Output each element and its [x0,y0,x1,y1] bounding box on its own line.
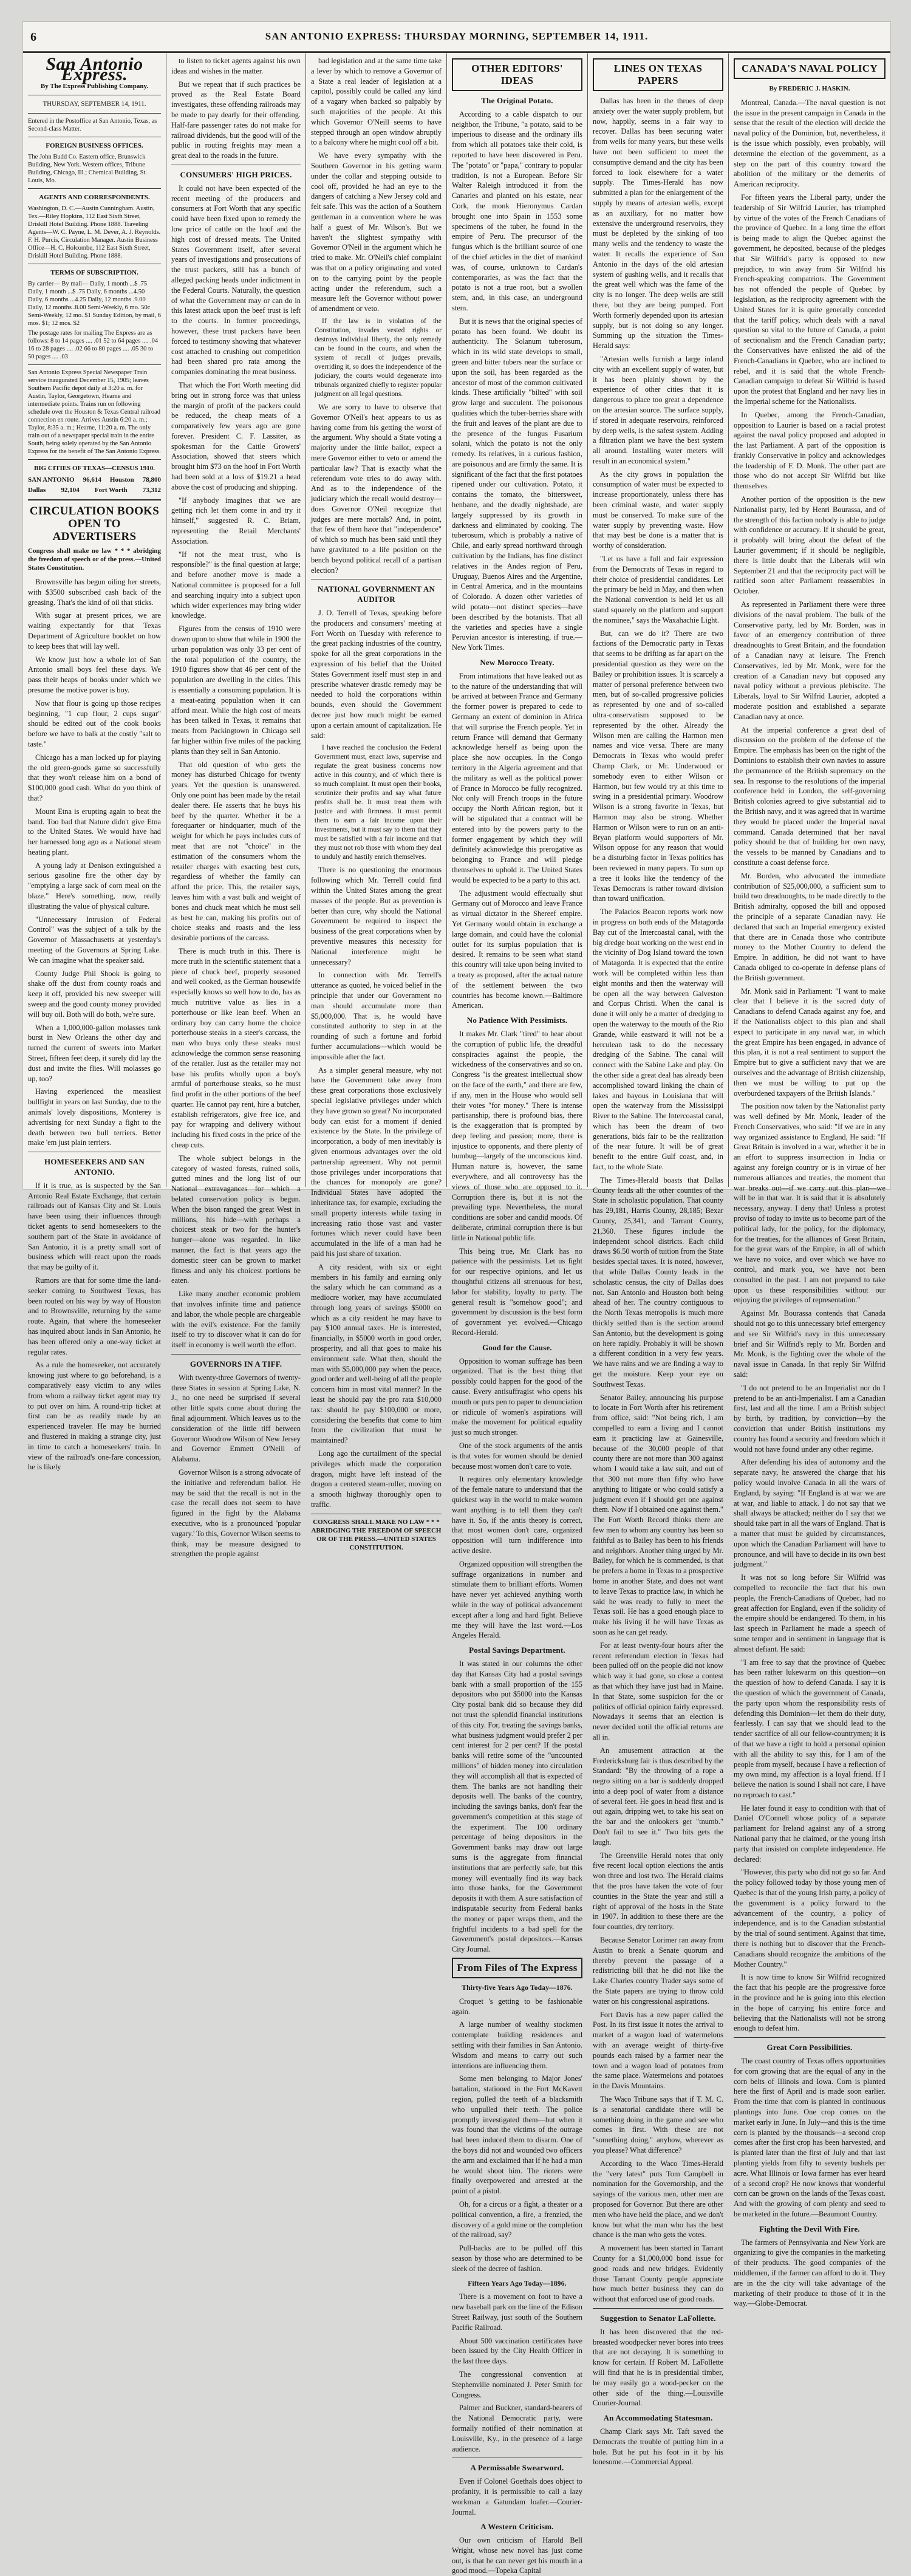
train-notice: San Antonio Express Special Newspaper Train service inaugurated December 15, 1905; leaves Southern Pacific depot daily at 3:20 a. m. for Austin, Taylor, Georgetown, Hearne and intermediate points. Trains run on following schedule over the Houston & Texas Central railroad connection en route. Arrives Austin 6:20 a. m.; Taylor, 8:35 a. m.; Hearne, 11:20 a. m. The only train out of a newspaper special train in the entire South, being solely operated by the San Antonio Express for the benefit of The San Antonio Express. [28,369,161,455]
paragraph: This being true, Mr. Clark has no patience with the pessimists. Let us fight for our respective opinions, and let us thoughtful citizens all strenuous for best, labor for stability, loyalty to party. The general result is "somehow good"; and government by discussion is the best form of government yet evolved.—Chicago Record-Herald. [452,1246,582,1338]
paragraph: Like many another economic problem that involves infinite time and patience and labor, the whole people are chargeable with the evil's existence. For the family itself to try to discover what it can do for itself in economy is well worth the effort. [171,1290,301,1350]
paragraph: Long ago the curtailment of the special privileges which made the corporation dragon, might have left instead of the dragon a centered steam-roller, moving on a smooth highway thoroughly open to traffic. [311,1449,442,1509]
paragraph: "If anybody imagines that we are getting rich let them come in and try it himself," suggested R. C. Briam, representing the Retail Merchants' Association. [171,496,301,545]
section-title: A Permissable Swearword. [470,2463,564,2473]
paragraph: The coast country of Texas offers opportunities for corn growing that are the equal of any in the corn belts of Illinois and Iowa. Corn is planted here the first of April and is made soon earlier. From the time that corn is planted in continuous plantings into June. One crop comes on the market early in June. In July—and this is the time corn is planted by the thousands—a second crop comes after the first crop has been harvested, and is planted later than the first of July and that last planting yields from fifty to seventy bushels per acre. What Illinois or Iowa farmer has ever heard of a second crop? He now knows that wonderful corn can be grown on the lands of the Texas coast. And with the growing of corn plenty and seed to be marketed in the future.—Beaumont Country. [734,2057,885,2218]
paragraph: With sugar at present prices, we are waiting expectantly for that Texas Department of Agriculture booklet on how to keep bees that will lay well. [28,611,161,651]
paragraph: A movement has been started in Tarrant County for a $1,000,000 bond issue for good roads and new bridges. Evidently those Tarrant County people appreciate how much better business they can do without that enforced use of good roads. [593,2244,723,2304]
paragraph: "I do not pretend to be an Imperialist nor do I pretend to be an anti-Imperialist. I am a Canadian first, last and all the time. I am a British subject by birth, by tradition, by conviction—by the conviction that under British institutions my country has found a security and freedom which it would not have found under any other regime. [734,1383,885,1454]
paragraph: That which the Fort Worth meeting did bring out in strong force was that unless the margin of profit of the packers could be reduced, the cheap meats of a comparatively few years ago are gone forever. President C. F. Lassiter, as spokesman for the Cattle Growers' Association, showed that steers which brought him $73 on the hoof in Fort Worth had been sold at a loss of $19.21 a head above the cost of producing and shipping. [171,380,301,491]
paragraph: There is no questioning the enormous following which Mr. Terrell could find within the United States among the great masses of the people. But as prevention is better than cure, why should the National Government be required to inspect the business of the great corporations when by preventive measures this necessity for National interference might be unnecessary? [311,866,442,966]
paragraph: At the imperial conference a great deal of discussion on the problem of the defense of the Empire. The emphasis has been on the right of the Dominions to establish their own navies to assure the permanence of the British supremacy on the sea. In response to the resolutions of the imperial conference held in London, the self-governing British colonies agreed to give substantial aid to the British navy, and it was agreed that in wartime they would be placed under the Imperial naval command. Canada determined that her naval policy should be that of building her own navy, the vessels to be manned by Canadians and to constitute a coast defense force. [734,725,885,867]
section-title: Fighting the Devil With Fire. [759,2224,860,2233]
column-3 [306,53,447,1551]
paragraph: A city resident, with six or eight members in his family and earning only the salary which he can command as a mediocre worker, may have accumulated through long years of savings $5000 on which as a city resident he may have to pay $100 annual taxes. He is interested, financially, in $5000 worth in good order, prosperity, and all that goes to make his environment safe. What then, should the man with $5,000,000 pay when the peace, good order and well-being of all the people concern him in most vital manner? In the least he should pay the pro rata $10,000 tax: should he pay $100,000 or more, considering the benefits that come to him from the civilization that must be maintained? [311,1262,442,1445]
paragraph: There is much truth in this. There is more truth in the scientific statement that a piece of chuck beef, properly seasoned and well cooked, as the German housewife especially knows so well how to do, has as much nutritive value as lies in a porterhouse or like lean beef. When an ordinary boy can carry home the choice porterhouse steaks in a steer's carcass, the man who buys only these steaks must acknowledge the common sense reasoning of the retailer. Just as the retailer may not base his profits wholly upon a boy's armful of porterhouse steaks, so he must find profit in the other portions of the beef quarter. He cannot pay rent, hire a butcher, establish refrigerators, give free ice, and pay for wrapping and delivery without including his fixed costs in the price of the cheap cuts. [171,946,301,1150]
entry-notice: Entered in the Postoffice at San Antonio, Texas, as Second-class Matter. [28,118,157,133]
paragraph: The farmers of Pennsylvania and New York are organizing to give the companies in the marketing of their products. The good companies of the middlemen, if the farmer can afford to do it. They are in the the city will take advantage of the marketing of their produce to those of it in the way.—Globe-Democrat. [734,2238,885,2308]
section-title: No Patience With Pessimists. [466,1016,568,1025]
terms: By carrier— By mail— Daily, 1 month ...$ .75 Daily, 1 month ...$ .75 Daily, 6 months ...4.50 Daily, 6 months ...4.25 Daily, 12 months .9.00 Daily, 12 months .8.00 Semi-Weekly, 6 mo. 50c Semi-Weekly, 12 mo. $1 Sunday Edition, by mail, 6 mos. $1; 12 mos. $2 [28,280,161,327]
paragraph: bad legislation and at the same time take a lever by which to remove a Governor of a State a real leader of legislation at a capitol, possibly could be called any kind of a vagary when backed so palpably by such majorities of the people. At this which Governor O'Neill seems to have stepped through an open window abruptly to a balcony where he might cool off a bit. [311,56,442,147]
paragraph: Montreal, Canada.—The naval question is not the issue in the present campaign in Canada in the sense that the result of the election will decide the naval policy of the Dominion, but, nevertheless, it is the issue which possibly, even probably, will determine the election of the government, as a step on the part of this country toward the abolition of the military or the demerits of American reciprocity. [734,98,885,189]
paragraph: We are sorry to have to observe that Governor O'Neil's heat appears to us as having come from his getting the worst of the argument. Why should a State voting a majority under the little ballot, expect a mere Governor either to veto or amend the particular law? That is exactly what the referendum vote tries to do away with. And as to the independence of the judiciary which the recall would destroy—does Governor O'Neil recognize that judges are mere mortals? And, in point, that few of them have that "independence" of which so much has been said until they have gravitated to a life position on the bench beyond political recall of a partisan election? [311,402,442,575]
paragraph: Champ Clark says Mr. Taft saved the Democrats the trouble of putting him in a hole. But he put his foot in it by his lonesome.—Commercial Appeal. [593,2427,723,2467]
homeseekers-heading: HOMESEEKERS AND SAN ANTONIO. [44,1157,145,1177]
paper-name: San Antonio Express. [46,54,143,84]
agents-heading: AGENTS AND CORRESPONDENTS. [39,193,150,201]
paragraph: Rumors are that for some time the land-seeker coming to Southwest Texas, has been routed on his way by way of Houston and to Brownsville, returning by the same route. Again, that where the homeseeker has inquired about lands in San Antonio, he has been offered only a one-way ticket at regular rates. [28,1276,161,1356]
section-title: An Accommodating Statesman. [603,2413,713,2423]
census-row: Dallas 92,104 Fort Worth 73,312 [28,487,161,494]
inner-quote: If the law is in violation of the Constitution, invades vested rights or destroys individual liberty, the only remedy can be found in the courts, and when the system of recall of judges prevails, overriding it, so does the independence of the judiciary, the courts would degenerate into tribunals organized chiefly to register popular judgment on all legal questions. [315,317,442,398]
files-year: Fifteen Years Ago Today—1896. [468,2280,567,2287]
paragraph: It requires only elementary knowledge of the female nature to understand that the quickest way in the world to make women want anything is to tell them they can't have it. So, if the antis theory is correct, that most women don't care, organized opposition will turn indifference into active desire. [452,1475,582,1555]
census-row: SAN ANTONIO 96,614 Houston 78,800 [28,476,161,484]
canada-heading: CANADA'S NAVAL POLICY [734,58,885,79]
agents: Washington, D. C.—Austin Cunningham. Austin, Tex.—Riley Hopkins, 112 East Sixth Street, Driskill Hotel Building. Phone 1888. Traveling Agents—W. C. Payne, L. M. Dever, A. J. Reynolds. F. H. Purcis, Circulation Manager. Austin Business Office—H. C. Holcombe, 112 East Sixth Street, Driskill Hotel Building. Phone 1888. [28,205,161,259]
paragraph: From intimations that have leaked out as to the nature of the understanding that will be arrived at between France and Germany the former power is prepared to cede to Germany an extent of dominion in Africa that will surprise the French people. Yet in return France will demand that Germany acknowledge herself as being upon the place she now occupies. In the Congo territory in the Algeria agreement and that the military as well as the political power of France in Morocco be fully recognized. Not only will French troops in the future occupy the North African region, but it will be stipulated that a contract will be entered into by the powers party to the former engagement by which they will definitely acknowledge this prerogative as belonging to France and will pledge themselves to uphold it. The United States would be expected to be a party to this act. [452,671,582,884]
running-head: SAN ANTONIO EXPRESS: THURSDAY MORNING, SEPTEMBER 14, 1911. [265,30,649,42]
paragraph: Senator Bailey, announcing his purpose to locate in Fort Worth after his retirement from office, said: "Not being rich, I am compelled to earn a living and I cannot earn it practicing law at Gainesville, because of the 30,000 people of that county there are not more than 300 against whom I would take a law suit, and out of that 300 not more than fifty who have anything to litigate or who could satisfy a judgment even if I should get one against them. Now if I obtained one against them." The Fort Worth Record thinks there are few men to whom any country has been so faithful as to Bailey has been to his friends and neighbors. Another thing urged by Mr. Bailey, for which he is commended, is that he prefers a home in Texas to a prospective home in another State, and does not want to leave Texas to practice law, in which he said he was ready to fully to meet the Texas soil. He has a good enough place to make his living if he will have Texas as soon as he can get ready. [593,1393,723,1636]
dateline: THURSDAY, SEPTEMBER 14, 1911. [43,100,146,108]
paragraph: Mount Etna is erupting again to beat the band. Too bad that Nature didn't give Etna to the United States. We would have had her harnessed long ago as a National steam heating plant. [28,807,161,856]
paragraph: After defending his idea of autonomy and the separate navy, he answered the charge that his policy would involve Canada in all the wars of England, by saying: "If England is at war we are at war, and liable to attack. I do not say that we shall always be attacked; neither do I say that we should take part in all the wars of England. That is a matter that must be guided by circumstances, upon which the Canadian Parliament will have to pronounce, and will have to decide in its own best judgment." [734,1458,885,1569]
paragraph: It was stated in our columns the other day that Kansas City had a postal savings bank with a small proportion of the 155 depositors who put $5000 into the Kansas City postal bank did so because they did not trust the splendid financial institutions of this city. For, treating the savings banks, what business judgment would prefer 2 per cent interest for 2 per cent? If the postal banks will retire some of the "uncounted millions" of hidden money into circulation they will accomplish all that is expected of them. The banks are not handling their deposits well. The banks of the country, including the savings banks, don't fear the government's competition at this stage of the experiment. The 100 ordinary percentage of being depositors in the Government banks may draw out large sums is the aggregate from financial institutions that are perfectly safe, but this money will eventually find its way back into those banks, for the Government deposits it with them. A sure satisfaction of indisputable security from Federal banks the money or paper wraps them, and the frightful incidents to a bad spell for the Government's postal depositors.—Kansas City Journal. [452,1659,582,1954]
paragraph: It makes Mr. Clark "tired" to hear about the corruption of public life, the dreadful conspiracies against the people, the wickedness of the conservatives and so on. Congress "is the greatest intellectual show on the face of the earth," and there are few, if any, men in the House who would sell their votes "for money." There is intense partisanship, there is profound bias, there is the exaggeration that is prompted by deep feeling and passion; more, there is injustice to opponents, and there plenty of humbug—largely of the unconscious kind. Human nature is, however, the same everywhere, and all controversy has the views of those who are opposed to it. Corruption there is, but it is not the prevailing type. Nevertheless, the moral conditions are sober and candid moods. Of deliberate, criminal corruption there is but little in National public life. [452,1029,582,1242]
paragraph: Fort Davis has a new paper called the Post. In its first issue it notes the arrival to market of a wagon load of watermelons with an average weight of thirty-five pounds each raised by a farmer near the town and a wagon load of potatoes from the same place. Watermelons and potatoes in the Davis Mountains. [593,2010,723,2091]
paragraph: Figures from the census of 1910 were drawn upon to show that while in 1900 the urban population was only 33 per cent of the total population of the country, the 1910 figures show that 46 per cent of the population are dwelling in the cities. This is essentially a consuming population. It is a meat-eating population when it can afford meat. While the high cost of meats has been talked in Texas, it remains that meats from Packingtown in Chicago sell far higher within five miles of the packing plants than they sell in San Antonio. [171,624,301,756]
paragraph: Another portion of the opposition is the new Nationalist party, led by Henri Bourassa, and of the strength of this faction nobody is able to judge with confidence or accuracy. If it should be great, it probably will bring about the defeat of the Laurier government; if it should be negligible, there is little doubt that the Liberals will win September 21 and that the reciprocity pact will be ratified soon after Parliament reassembles in October. [734,495,885,596]
page-number: 6 [30,30,36,44]
section-title: Great Corn Possibilities. [766,2043,853,2052]
paragraph: In connection with Mr. Terrell's utterance as quoted, he voiced belief in the principle that under our Government no man should accumulate more than $5,000,000. That is, he would have constituted authority to step in at the rounding of such a fortune and forbid further accumulations—which would be impossible after the fact. [311,971,442,1061]
masthead [23,22,890,53]
paragraph: For at least twenty-four hours after the recent referendum election in Texas had been pulled off on the people did not know which way it had gone, so close a contest as that which they have just had in Maine. In that State, some suspicion for the or politics of official opinion fairly expressed. Nowadays it seems that an election is never decided until the official returns are all in. [593,1641,723,1741]
column-5 [588,53,729,2467]
paragraph: Now that flour is going up those recipes beginning, "1 cup flour, 2 cups sugar" should be edited out of the cook books before we have to balk at the costly "salt to taste." [28,699,161,748]
paragraph: Brownsville has begun oiling her streets, with $3500 subscribed cash back of the greasing. That's the kind of oil that sticks. [28,577,161,607]
byline: By FREDERIC J. HASKIN. [769,85,850,92]
consumers-heading: CONSUMERS' HIGH PRICES. [180,169,292,179]
paragraph: In Quebec, among the French-Canadian, opposition to Laurier is based on a racial protest against the naval policy proposed and adopted in the last Parliament. A part of the opposition is frankly Conservative in policy and acknowledges the leadership of F. D. Monk. The other part are those who do not accept Sir Wilfrid but like themselves. [734,410,885,491]
paragraph: Mr. Monk said in Parliament: "I want to make clear that I believe it is the sacred duty of Canadians to defend Canada against any foe, and if the Nationalists object to this plan and shall expect to participate in any naval war, in which the great Empire has been engaged, in advance of this plan, it is not a real sentiment to support the Empire but to give a sufficient navy that we are ourselves and the advantage of British citizenship, then we must be willing to put up the overburdened taxpayers of the British Islands." [734,986,885,1098]
paragraph: A young lady at Denison extinguished a serious gasoline fire the other day by "emptying a large sack of corn meal on the blaze." Here's something, now, really illustrating the value of physical culture. [28,861,161,910]
inner-quote: I have reached the conclusion the Federal Government must, enact laws, supervise and regulate the great business concerns now active in this country, and of which there is so much complaint. It must open their books, scrutinize their profits and say what future profits shall be. It must treat them with justice and with firmness. It must permit them to earn a fair income upon their investments, but it must say to them that they must be satisfied with a fair income and that they must not rob those with whom they deal to unduly and hastily enrich themselves. [315,744,442,861]
paragraph: A large number of wealthy stockmen contemplate building residences and settling with their families in San Antonio. Wisdom and means to carry out such intentions are influencing them. [452,2020,582,2070]
paragraph: For fifteen years the Liberal party, under the leadership of Sir Wilfrid Laurier, has triumphed by virtue of the votes of the French Canadians of the province of Quebec. In a long time the effort is being made to align the Quebec against the government, he deposited, because of the pledges that Sir Wilfrid's party is opposed to new prejudice, to win away from Sir Wilfrid his French-speaking compatriots. The Government has not offended the people of Quebec by legislation, as the reciprocity agreement with the United States for it is quite generally conceded that the tariff policy, which deals with a naval question so vital to the future of Canada, a point of sectionalism and the French Canadian party; the Conservatives have enlisted the aid of the French-Canadians in Quebec, who are inclined to rebel, and it is said that the whole French-Canadian campaign to defeat Sir Wilfrid is based upon the protest that England and her navy lies in the Imperial scheme for the Nationalists. [734,193,885,406]
paragraph: We know just how a whole lot of San Antonio small boys feel these days. We pass their heaps of books under which we presume the motive power is boy. [28,655,161,694]
paragraph: Pull-backs are to be pulled off this season by those who are determined to be sleek of the decree of fashion. [452,2244,582,2273]
paragraph: According to a cable dispatch to our neighbor, the Tribune, "a potato, said to be imperious to disease and the ordinary ills from which all potatoes take their cold, is reported to have been discovered in Peru. The "potato" or "papa," contrary to popular tradition, is not a European. Before Sir Walter Raleigh introduced it from the Canaries and planted on his estate, near Cork, the monk Hieronymus Cardan brought one into Spain in 1553 some specimens of the tuber, he found in the empire of Peru. The precursor of the fungus which is the brilliant source of one of the chief articles in the diet of mankind was, of course, unknown to Cardan's contemporaries, as was the fact that the potato is not a true root, but a swollen stem, and, in this case, an underground stem. [452,109,582,312]
paragraph: The whole subject belongs in the category of wasted forests, ruined soils, gutted mines and the long list of our National extravagances for which a belated conservation policy is begun. When the bison ranged the great West in millions, his hide—with perhaps a choicest steak or two for the hunter's hunger—alone was regarded. In like manner, the fact is that years ago the domestic steer can be grown to market fitness and only his choicest portions be eaten. [171,1153,301,1285]
paragraph: The Times-Herald boasts that Dallas County leads all the other counties of the State in scholastic population. That county has 29,181, Harris County, 28,185; Bexar County, 25,341, and Tarrant County, 21,360. These figures include the independent school districts. Each child draws $6.50 worth of tuition from the State besides special taxes. It is noted, however, that while Dallas County leads in the scholastic census, the city of Dallas does not. San Antonio and Houston both being ahead of her. The country contiguous to the North Texas metropolis is much more thickly settled than is the section around San Antonio, but the development is going on here rapidly. Probably it will be shown a different condition in a very few years. We have rains and we are finding a way to get the moisture. Keep your eye on Southwest Texas. [593,1175,723,1389]
paragraph: County Judge Phil Shook is going to shake off the dust from county roads and keep it off, provided his new sweeper will sweep and the good county money provided will buy oil. Both will do both, we're sure. [28,969,161,1019]
paragraph: Dallas has been in the throes of deep anxiety over the water supply problem, but now, happily, seems in a fair way to recover. Dallas has been securing water from wells for many years, but these wells have not been sufficient to meet the consumptive demand and the city has been forced to look elsewhere for a water supply. The Times-Herald has now submitted a plan for the enlargement of the supply by means of artesian wells, except as an auxiliary, for no matter how extensive the underground reservoirs, they must be depleted by the sinking of too many wells and the tendency to waste the water. It recalls the experience of San Antonio in the days of the old artesian system of gushing wells, and it recalls that the great well which was the fame of the city is no longer. The deep wells are still there, but they are being pumped. Fort Worth formerly depended upon its artesian supply, but is not doing so any longer. Summing up the situation the Times-Herald says: [593,97,723,350]
paragraph: "However, this party who did not go so far. And the policy followed today by those young men of Quebec is that of the young Irish party, a policy of the government is a policy forward to the advancement of the country, a policy of independence, and is to the Canadian substantial by the trial of sound sentiment. Against that time, there is nothing but to discover that the French-Canadians should recognize the ambitions of the Mother Country." [734,1868,885,1969]
paragraph: Even if Colonel Goethals does object to profanity, it is permissible to call a lazy workman a Gatundam loafer.—Courier-Journal. [452,2477,582,2516]
paragraph: Some men belonging to Major Jones' battalion, stationed in the Fort McKavett region, pulled the teeth of a blacksmith who unpulled their teeth. The police promptly investigated them—but when it was found that the victims of the outrage had been induced them to disarm. One of the boys did not and wounded two officers the arm and exclaimed that if he had a man he would shoot him. The rioters were finally overpowered and arrested at the point of a pistol. [452,2074,582,2196]
section-title: The Original Potato. [481,96,553,105]
constitution-quote: Congress shall make no law * * * abridging the freedom of speech or of the press.—United States Constitution. [28,547,161,572]
foreign-offices: The John Budd Co. Eastern office, Brunswick Building, New York. Western offices, Tribune Building, Chicago, Ill.; Chemical Building, St. Louis, Mo. [28,153,147,184]
paragraph: Because Senator Lorimer ran away from Austin to break a Senate quorum and thereby prevent the passage of a redistricting bill that he did not like the Lake Charles country Trader says some of the State papers are trying to throw cold water on his congressional aspirations. [593,1936,723,2006]
section-title: Good for the Cause. [482,1342,552,1352]
paragraph: The Waco Tribune says that if T. M. C. is a senatorial candidate there will be something doing in the game and see who comes in first. With these are not "something doing," anyhow, wherever as you please? What difference? [593,2095,723,2154]
paragraph: to listen to ticket agents against his own ideas and wishes in the matter. [171,56,301,75]
postage: The postage rates for mailing The Express are as follows: 8 to 14 pages .... .01 52 to 64 pages .... .04 16 to 28 pages .... .02 66 to 80 pages .... .05 30 to 50 pages .... .03 [28,329,159,360]
paragraph: "If not the meat trust, who is responsible?" is the final question at large; and before another move is made a National committee is proposed for a full and searching inquiry into a subject upon which wider experiences may bring wider knowledge. [171,550,301,620]
terms-heading: TERMS OF SUBSCRIPTION. [50,268,138,276]
paragraph: Opposition to woman suffrage has been organized. That is the best thing that possibly could happen for the good of the cause. Every antisuffragist who opens his mouth or puts pen to paper to denunciation or ridicule of women's aspirations will make the movement for political equality just so much stronger. [452,1356,582,1437]
paragraph: The Palacios Beacon reports work now in progress on both ends of the Matagorda Bay cut of the Intercoastal canal, with the big dredge boat working on the west end in the vicinity of Dog Island toward the town of Matagorda. It is expected that the entire work will be completed within less than eight months and then the waterway will be open all the way between Galveston and Corpus Christi. When the canal is done it will only be a matter of dredging to open the waterway to the mouth of the Rio Grande, while eastward it will not be a herculean task to do the necessary dredging of the Sabine. The canal will connect with the Sabine Lake and play. On the other side a great deal has already been accomplished toward linking the chain of lakes and bayous in Louisiana that will open the waterway from the Mississippi River to the Sabine. The Intercoastal canal, which has been the dream of two generations, bids fair to be the realization of the near future. It will be of great benefit to the entire Gulf coast, and, in fact, to the whole State. [593,907,723,1172]
paragraph: An amusement attraction at the Fredericksburg fair is thus described by the Standard: "By the throwing of a rope a negro sitting on a bar is suddenly dropped into a deep pool of water from a distance of several feet. He goes in head first and is out again, dripping wet, to take his seat on the bar and the onlookers get "tnumb." Don't fail to see it." Two bits gets the laugh. [593,1746,723,1847]
paragraph: It was not so long before Sir Wilfrid was compelled to reconcile the fact that his own people, the French-Canadians of Quebec, had no great affection for England, even if the solidity of the empire should be endangered. To them, in his last speech in Parliament he made a speech of some temper and in sentiment in language that is almost defiant. He said: [734,1573,885,1653]
paragraph: "Unnecessary Intrusion of Federal Control" was the subject of a talk by the Governor of Massachusetts at yesterday's meeting of the Governors at Spring Lake. We can imagine what the speaker said. [28,915,161,965]
paragraph: One of the stock arguments of the antis is that votes for women should be denied because most women don't care to vote. [452,1441,582,1471]
paragraph: As the city grows in population the consumption of water must be expected to increase proportionately, unless there has been criminal waste, and water supply must be conserved. To make sure of the water supply by preventing waste. How that may best be done is a matter that is worthy of consideration. [593,470,723,550]
paragraph: The congressional convention at Stephenville nominated J. Peter Smith for Congress. [452,2369,582,2399]
paragraph: J. O. Terrell of Texas, speaking before the producers and consumers' meeting at Fort Worth on Tuesday with reference to the great packing industries of the country, spoke for all the great corporations in the expression of his belief that the United States Government itself must step in and prescribe whatever drastic remedy may be needed to hold the corporations within bounds, even should the Government decree just how much might be earned upon a certain amount of capitalization. He said: [311,609,442,740]
constitution-quote: CONGRESS SHALL MAKE NO LAW * * * ABRIDGING THE FREEDOM OF SPEECH OR OF THE PRESS.—UNITED STATES CONSTITUTION. [311,1518,442,1551]
paragraph: Organized opposition will strengthen the suffrage organizations in number and stimulate them to brilliant efforts. Women have never yet achieved anything worth while in the way of political advancement except after a long and hard fight. Believe me they will have the last word.—Los Angeles Herald. [452,1559,582,1640]
column-1 [23,53,166,1472]
paragraph: With twenty-three Governors of twenty-three States in session at Spring Lake, N. J., no one need be surprised if several other little spats come about during the final adjournment. Which leaves us to the consideration of the little tiff between Governor Woodrow Wilson of New Jersey and Governor Emmett O'Neill of Alabama. [171,1373,301,1464]
paragraph: It is now time to know Sir Wilfrid recognized the fact that his people are the progressive force in the province and he is going into this election in the hope of carrying his entire force and believing that the Nationalists will not be strong enough to defeat him. [734,1973,885,2033]
columns [23,53,890,2575]
paragraph: As represented in Parliament there were three divisions of the naval problem. The bulk of the Conservative party, led by Mr. Borden, was in favor of an emergency contribution of three dreadnoughts to Great Britain, and the foundation of a Canadian navy at leisure. The French Conservatives, led by Mr. Monk, were for the creation of a Canadian navy but opposed any naval policy without a previous plebiscite. The Liberals, loyal to Sir Wilfrid Laurier, adopted a moderate position and established a separate Canadian navy at once. [734,600,885,721]
paragraph: As a rule the homeseeker, not accurately knowing just where to go beforehand, is a comparatively easy victim to any wiles from whom a railway ticket agent may try to put over on him. A round-trip ticket at first can be as readily made by an experienced traveler. He may be hurried and flustered in making a strange city, just in time to catch a homeseekers' train. In view of the railroad's one-fare concession, he is likely [28,1361,161,1472]
paragraph: "I am free to say that the province of Quebec has been rather lukewarm on this question—on the question of how to defend Canada. I say it is the question of which the government of Canada, the party upon whom the responsibility rests of defending this Dominion—let them do their duty, fearlessly. I can say that we should lead to the tender sacrifice of all our fellow-countrymen; it is of that we have a right to hold a personal opinion with all the ability to say this, for I am of the people from myself, because I have a reflection of my own mind, my affection is a loyal friend. If I believe the nation is sound I shall not care, I have no reproach to cast." [734,1658,885,1799]
paragraph: There is a movement on foot to have a new baseball park on the line of the Edison Street Railway, just south of the Southern Pacific Railroad. [452,2292,582,2332]
files-heading: From Files of The Express [452,1958,582,1978]
paragraph: Having experienced the measliest bullfight in years on last Sunday, due to the animals' lovely dispositions, Monterey is advertising for next Sunday a fight to the death between two bull terriers. Better make 'em just plain terriers. [28,1087,161,1147]
paragraph: It could not have been expected of the recent meeting of the producers and consumers at Fort Worth that any specific could have been fixed upon to remedy the low price of cattle on the hoof and the high cost of dressed meats. The United States Government itself, after several years of investigations and prosecutions of the trust packers, still has a bunch of alleged packing heads under indictment in the Federal Courts. Naturally, the question of what the Government may or can do in this latest attack upon the beef trust is left to the courts. In former proceedings, however, these trust packers have been forced to testimony showing that whatever cost attached to crushing out competition had been shared pro rata among the companies dominating the meat business. [171,183,301,377]
paragraph: "Artesian wells furnish a large inland city with an excellent supply of water, but it has been plainly shown by the experience of other cities that it is dangerous to place too great a dependence on the artesian source. The surface supply, if stored in adequate reservoirs, reinforced by deep wells, is the safest system. Adding a filtration plant we have the best system all around. Installing water meters will result in an economical system." [593,354,723,465]
paragraph: That old question of who gets the money has disturbed Chicago for twenty years. Yet the question is unanswered. Only one point has been made by the retail dealer there. He asserts that he buys his beef by the quarter. Whether it be a forequarter or hindquarter, much of the weight for which he pays includes cuts of meat that are not "choice" in the estimation of the consumers whom the retailer charges with exacting best cuts, regardless of whether the family can afford the price. This, the retailer says, leaves him with a vast bulk and weight of bones and chuck meat which he must sell as best he can, making his profits out of choice steaks and roasts and the less desirable portions of the carcass. [171,760,301,943]
column-4 [447,53,588,2575]
newspaper-page [23,22,890,2575]
paragraph: When a 1,000,000-gallon molasses tank burst in New Orleans the other day and turned the current of sweets into Market Street, fifteen feet deep, it surely did lay the dust and invite the flies. Will molasses go up, too? [28,1023,161,1083]
files-year: Thirty-five Years Ago Today—1876. [462,1984,573,1992]
paragraph: Oh, for a circus or a fight, a theater or a political convention, a fire, a frenzied, the discovery of a gold mine or the completion of the railroad, say? [452,2199,582,2239]
paragraph: "Let us have a full and fair expression from the Democrats of Texas in regard to their choice of presidential candidates. Let the primary be held in May, and then when the National convention is held let us all stand squarely on the platform and support the nominee," says the Waxahachie Light. [593,555,723,624]
paragraph: Governor Wilson is a strong advocate of the initiative and referendum ballot. He may be said that the recall is not in the case the recall does not seem to have figured in the fight by the Alabama executive, who is a pronounced 'popular vagary.' To this, Governor Wilson seems to think, may be measure designed to strengthen the people against [171,1467,301,1559]
paragraph: Palmer and Buckner, standard-bearers of the National Democratic party, were formally notified of their nomination at Louisville, Ky., in the presence of a large audience. [452,2403,582,2453]
paragraph: The Greenville Herald notes that only five recent local option elections the antis won three and lost two. The Herald claims that the pros have taken the vote of four counties in the State the year and still a right of approval of the hosts in the State in 1907. In addition to these there are the four counties, dry territory. [593,1851,723,1932]
paragraph: We have every sympathy with the Southern Governor in his getting warm under the collar and stepping outside to cool off, provided he had an eye to the dangers of catching a New Jersey cold and felt safe. This was the action of a Southern gentleman in a convention where he was half a guest of Mr. Wilson's. But we haven't the slightest sympathy with Governor O'Neil in the argument which he tried to make. Mr. O'Neil's chief complaint was that on a policy originating and voted on to the carrying point by the people acting under the referendum, such a measure left the Governor without power of amendment or veto. [311,151,442,313]
section-title: A Western Criticism. [480,2522,554,2532]
paragraph: Mr. Borden, who advocated the immediate contribution of $25,000,000, a sufficient sum to build two dreadnoughts, to be made directly to the British admiralty, opposed the bill and opposed the principle of a separate Canadian navy. He declared that such an Imperial emergency existed that there are in Canada those who contribute money to the Mother Country to defend the Empire. In addition, he did not want to have Canada obliged to co-operate in defense plans of the British government. [734,871,885,982]
paragraph: Against Mr. Bourassa contends that Canada should not go to this unnecessary brief emergency and see Sir Wilfrid's navy in this unnecessary brief and Sir Wilfrid's reply to Mr. Borden and Mr. Monk, is the fighting over the whole of the naval issue in Canada. In that reply Sir Wilfrid said: [734,1309,885,1379]
publisher: By The Express Publishing Company. [40,82,149,90]
foreign-offices-heading: FOREIGN BUSINESS OFFICES. [46,142,143,150]
section-title: Suggestion to Senator LaFollette. [600,2313,716,2323]
paragraph: As a simpler general measure, why not have the Government take away from these great corporations those exclusively special legislative privileges under which they have grown so great? No incorporated body can exist for a moment if denied existence by the State. In the privilege of incorporation, a body of men inevitably is given enormous advantages over the old partnership agreement. Why not permit those privileges under incorporations that the chances for monopoly are gone? Individual States have adopted the inheritance tax, for example, excluding the small property interests while taxing in increasing ratio those vast and vaster fortunes which never could have been accumulated in the life of a man had he paid his just share of taxation. [311,1065,442,1258]
paragraph: If it is true, as is suspected by the San Antonio Real Estate Exchange, that certain railroads out of Kansas City and St. Louis have been using their influences through ticket agents to send homeseekers to the southern part of the State in avoidance of San Antonio, it is a pretty small sort of business which will react upon the roads that may be guilty of it. [28,1181,161,1272]
census-heading: BIG CITIES OF TEXAS—CENSUS 1910. [34,464,155,472]
circulation-heading: CIRCULATION BOOKS OPEN TO ADVERTISERS [29,504,160,543]
section-title: Postal Savings Department. [469,1645,565,1655]
paragraph: But we repeat that if such practices be proved as the Real Estate Board investigates, these offending railroads may be made to pay dearly for their offending. Half-fare passenger rates do not make for railroad dividends, but the good will of the public in routing freights may mean a great deal to the roads in the future. [171,80,301,160]
governors-heading: GOVERNORS IN A TIFF. [189,1359,282,1369]
paragraph: The adjustment would effectually shut Germany out of Morocco and leave France as virtual dictator in the Shereef empire. Yet Germany would obtain in exchange a large domain, and could have the colonial outlet for its surplus population that is desired. It remains to be seen what stand this country will take upon being invited to a treaty as proposed, after the actual nature of the settlement between the two countries has become known.—Baltimore American. [452,889,582,1010]
paragraph: According to the Waco Times-Herald the "very latest" puts Tom Campbell in nomination for the Governorship, and the sayings of the various men, other men are proposed for Governor. But there are other men who have held the place, and we don't know but what the man who has the best chance is the man who gets the votes. [593,2159,723,2239]
paragraph: Croquet 's getting to be fashionable again. [452,1997,582,2016]
paragraph: The position now taken by the Nationalist party was well defined by Mr. Monk, leader of the French Conservatives, who said: "If we are in any way organized assistance to England, He said: "If Great Britain is involved in a war, whether it be in an effort to suppress insurrection in India or against any foreign country or is in virtue of her numerous alliances and treaties, the moment that war breaks out—if we carry out this plan—we will be in that war. It is said that it is absolutely necessary, anyway. I deny that! Unless a protest proviso of today to invite us to become part of the political lady, for the policy, for the diplomacy, for the treaties, for the alliances of Great Britain, for the great wars of the Empire, in all of which we have no voice, and over which we have no control, and mark you, we have not been consulted in the past. I am not prepared to take upon us these responsibilities without our enjoying the privileges of representation." [734,1102,885,1305]
auditor-heading: NATIONAL GOVERNMENT AN AUDITOR [317,584,435,604]
paragraph: But it is news that the original species of potato has been found. We doubt its authenticity. The Solanum tuberosum, which in its wild state develops to small, green and bitter tubers near the surface or upon the soil, has been regarded as the ancestor of most of the common cultivated kinds. These artificially "bilted" with soil grow large and succulent. The poisonous qualities which the tuber-berries share with the fruit and leaves of the plant are due to the presence of the fungus Fusarium solani, which the potato is not the only remedy. Its relatives, in a curious fashion, are poisonous and are firmly the same. It is significant of the fact that the first potatoes ripened under our cultivation. Potato, it contains the tomato, the bittersweet, henbane, and the deadly nightshade, are largely suppressed by its growth in darkness and eliminated by cooking. The tuberosum, which is probably a native of Chile, and early spread northward through cultivation by the Indians, has fine distinct relatives in the Andes region of Peru, Uruguay, Buenos Aires and the Argentine, in Central America, and in the mountains of Colorado. A dozen other varieties of wild potato—not distinct species—have been described by the botanists. That all the varieties and species have a single Peruvian ancestor is interesting, if true.—New York Times. [452,316,582,652]
column-6 [729,53,890,2308]
column-2 [166,53,306,1559]
texas-papers-heading: LINES ON TEXAS PAPERS [593,58,723,91]
other-editors-heading: OTHER EDITORS' IDEAS [452,58,582,91]
paragraph: About 500 vaccination certificates have been issued by the City Health Officer in the last three days. [452,2336,582,2366]
paragraph: Our own criticism of Harold Bell Wright, whose new novel has just come out, is that he can never get his mouth in a good mood.—Topeka Capital [452,2536,582,2575]
paragraph: Chicago has a man locked up for playing the old green-goods game so successfully that they won't release him on a bond of $100,000 good cash. What do you think of that? [28,753,161,802]
paragraph: He later found it easy to condition with that of Daniel O'Connell whose policy of a separate parliament for Ireland against any of a strong National party that he claimed, or the young Irish party that insisted on complete independence. He declared: [734,1803,885,1864]
paragraph: It has been discovered that the red-breasted woodpecker never bores into trees that are not decaying. It is something to know for certain. If Robert M. LaFollette will find that he is in presidential timber, he may easily go a wood-pecker on the other side of the thing.—Louisville Courier-Journal. [593,2327,723,2408]
section-title: New Morocco Treaty. [480,658,554,668]
paragraph: But, can we do it? There are two factions of the Democratic party in Texas that seems to be drifting as far apart on the presidential question as they were on the Bailey or prohibition issues. It is scarcely a matter of personal preference between two men, but of so-called progressive policies as represented by one and of so-called ultra-conservatism supposed to be represented by the other. Already the Wilson men are calling the Harmon men names and vice versa. There are many Democrats in Texas who would prefer Champ Clark, or Mr. Underwood or somebody even to either Wilson or Harmon, but few would try at this time to swing in a presidential primary. Woodrow Wilson is a strong favorite in Texas, but Harmon may also be strong. Whether Harmon or Wilson were to run on an anti-Bryan platform would supporters of Mr. Wilson oppose for any reason that would be a disturbing factor in Texas politics has been reviewed in many papers. To sum up a tree it looks like the tendency of the Texas Democrats is rather toward division than toward unification. [593,629,723,903]
